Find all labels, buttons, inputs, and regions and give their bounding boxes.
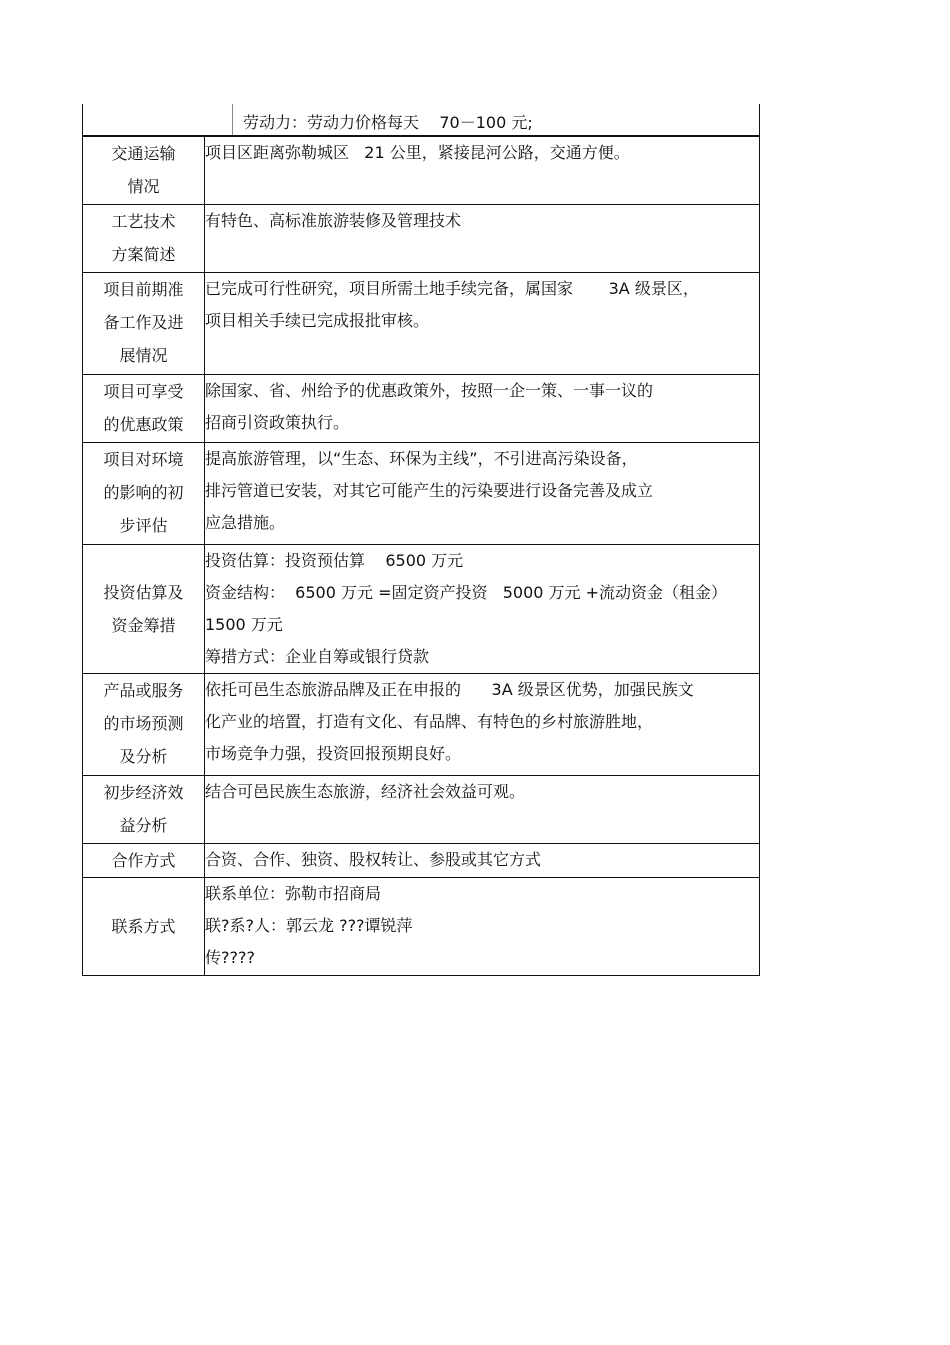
label-text: 项目前期准 备工作及进 展情况 bbox=[103, 280, 184, 365]
content-line: 排污管道已安装，对其它可能产生的污染要进行设备完善及成立 bbox=[205, 481, 654, 500]
content-line: 项目相关手续已完成报批审核。 bbox=[205, 311, 430, 330]
content-line: 招商引资政策执行。 bbox=[205, 413, 350, 432]
table-row bbox=[83, 545, 760, 674]
label-text: 工艺技术 方案简述 bbox=[111, 212, 176, 264]
row-label-market bbox=[83, 674, 205, 776]
row-content-investment bbox=[205, 545, 760, 674]
row-label-environment bbox=[83, 443, 205, 545]
table-row bbox=[83, 205, 760, 273]
project-info-table bbox=[82, 136, 760, 976]
table-row bbox=[83, 137, 760, 205]
content-line: 联?系?人：郭云龙 ???谭锐萍 bbox=[205, 916, 413, 935]
table-row bbox=[83, 375, 760, 443]
label-text: 项目可享受 的优惠政策 bbox=[103, 382, 184, 434]
content-line: 有特色、高标准旅游装修及管理技术 bbox=[205, 211, 462, 230]
content-line: 化产业的培置，打造有文化、有品牌、有特色的乡村旅游胜地， bbox=[205, 712, 654, 731]
row-content-contact bbox=[205, 878, 760, 976]
table-row bbox=[83, 878, 760, 976]
table-top-row bbox=[82, 104, 760, 136]
empty-label-cell bbox=[83, 104, 233, 135]
table-row bbox=[83, 273, 760, 375]
content-line: 提高旅游管理，以“生态、环保为主线”，不引进高污染设备， bbox=[205, 449, 638, 468]
row-content-policy bbox=[205, 375, 760, 443]
row-label-investment bbox=[83, 545, 205, 674]
content-line: 依托可邑生态旅游品牌及正在申报的 3A 级景区优势，加强民族文 bbox=[205, 680, 694, 699]
row-content-market bbox=[205, 674, 760, 776]
row-label-contact bbox=[83, 878, 205, 976]
row-label-cooperation bbox=[83, 844, 205, 878]
content-line: 1500 万元 bbox=[205, 615, 283, 634]
content-line: 合资、合作、独资、股权转让、参股或其它方式 bbox=[205, 850, 542, 869]
content-line: 联系单位：弥勒市招商局 bbox=[205, 884, 382, 903]
row-content-cooperation bbox=[205, 844, 760, 878]
row-label-technology bbox=[83, 205, 205, 273]
row-label-preparation bbox=[83, 273, 205, 375]
content-line: 市场竞争力强，投资回报预期良好。 bbox=[205, 744, 462, 763]
content-line: 应急措施。 bbox=[205, 513, 286, 532]
label-text: 交通运输 情况 bbox=[111, 144, 176, 196]
content-line: 除国家、省、州给予的优惠政策外，按照一企一策、一事一议的 bbox=[205, 381, 654, 400]
label-text: 项目对环境 的影响的初 步评估 bbox=[103, 450, 184, 535]
row-content-economics bbox=[205, 776, 760, 844]
label-text: 合作方式 bbox=[111, 851, 176, 870]
row-content-environment bbox=[205, 443, 760, 545]
table-row bbox=[83, 674, 760, 776]
row-label-transport bbox=[83, 137, 205, 205]
label-text: 联系方式 bbox=[111, 917, 176, 936]
label-text: 投资估算及 资金筹措 bbox=[103, 583, 184, 635]
labor-cost-text: 劳动力：劳动力价格每天 70－100 元; bbox=[243, 113, 533, 132]
content-line: 传???? bbox=[205, 948, 255, 967]
table-row bbox=[83, 776, 760, 844]
table-row bbox=[83, 443, 760, 545]
content-line: 资金结构： 6500 万元 =固定资产投资 5000 万元 +流动资金（租金） bbox=[205, 583, 728, 602]
row-content-technology bbox=[205, 205, 760, 273]
row-content-preparation bbox=[205, 273, 760, 375]
row-content-transport bbox=[205, 137, 760, 205]
label-text: 产品或服务 的市场预测 及分析 bbox=[103, 681, 184, 766]
row-label-policy bbox=[83, 375, 205, 443]
content-line: 项目区距离弥勒城区 21 公里，紧接昆河公路，交通方便。 bbox=[205, 143, 630, 162]
row-label-economics bbox=[83, 776, 205, 844]
table-row bbox=[83, 844, 760, 878]
content-line: 结合可邑民族生态旅游，经济社会效益可观。 bbox=[205, 782, 526, 801]
content-line: 已完成可行性研究，项目所需土地手续完备，属国家 3A 级景区， bbox=[205, 279, 699, 298]
content-line: 筹措方式：企业自筹或银行贷款 bbox=[205, 647, 430, 666]
label-text: 初步经济效 益分析 bbox=[103, 783, 184, 835]
content-line: 投资估算：投资预估算 6500 万元 bbox=[205, 551, 464, 570]
